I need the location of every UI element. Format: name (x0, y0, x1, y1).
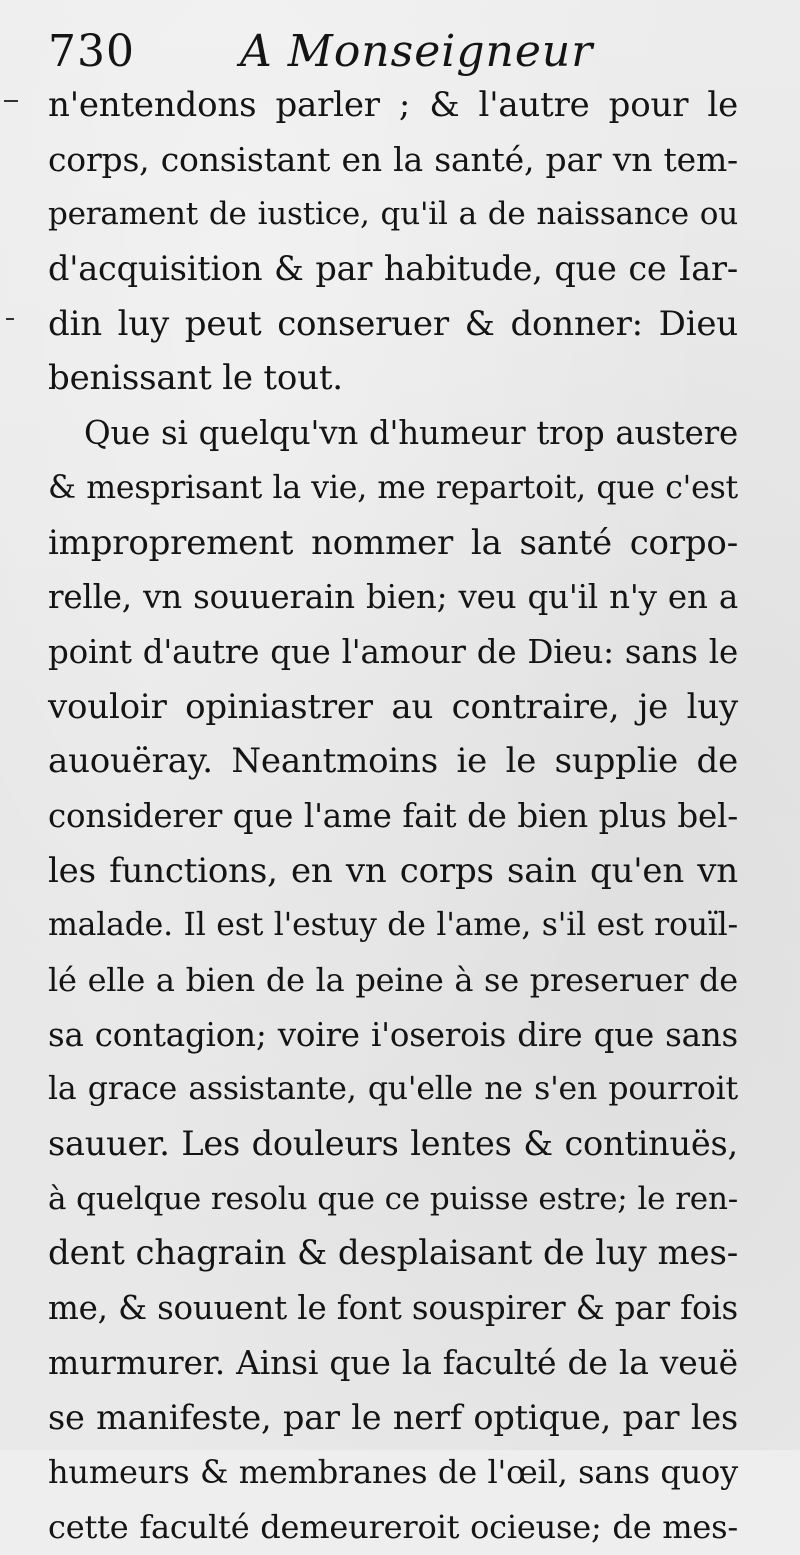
margin-mark (6, 318, 14, 320)
paragraph-first-line: Que si quelqu'vn d'humeur trop austere (84, 414, 738, 453)
text-line: cette faculté demeureroit ocieuse; de mes- (48, 1507, 738, 1546)
body-text (48, 78, 738, 1555)
running-head: A Monseigneur (240, 26, 594, 77)
text-line: lé elle a bien de la peine à se preseruer de (48, 961, 738, 999)
text-line: din luy peut conseruer & donner: Dieu (48, 303, 738, 344)
text-line: sauuer. Les douleurs lentes & continuës, (48, 1124, 738, 1164)
text-line: la grace assistante, qu'elle ne s'en pourroit (48, 1071, 738, 1108)
text-line: considerer que l'ame fait de bien plus bel- (48, 796, 738, 835)
text-line: & mesprisant la vie, me repartoit, que c'est (48, 469, 738, 506)
text-line: à quelque resolu que ce puisse estre; le ren- (48, 1180, 738, 1217)
text-line: me, & souuent le font souspirer & par fois (48, 1289, 738, 1328)
text-line: benissant le tout. (48, 358, 343, 399)
text-line: improprement nommer la santé corpo- (48, 522, 738, 563)
text-line: perament de iustice, qu'il a de naissance ou (48, 196, 738, 233)
text-line: malade. Il est l'estuy de l'ame, s'il est rouïl- (48, 907, 738, 944)
text-line: se manifeste, par le nerf optique, par les (48, 1397, 738, 1437)
text-line: relle, vn souuerain bien; veu qu'il n'y en a (48, 578, 738, 617)
text-line: d'acquisition & par habitude, que ce Iar- (48, 249, 738, 289)
text-line: n'entendons parler ; & l'autre pour le (48, 85, 738, 125)
text-line: sa contagion; voire i'oserois dire que sans (48, 1015, 738, 1054)
page-header (48, 18, 748, 78)
margin-mark (4, 100, 18, 102)
text-line: auouëray. Neantmoins ie le supplie de (48, 741, 738, 782)
text-line: dent chagrain & desplaisant de luy mes- (48, 1233, 738, 1274)
text-line: corps, consistant en la santé, par vn tem- (48, 139, 738, 179)
page-number: 730 (48, 26, 135, 77)
text-line: murmurer. Ainsi que la faculté de la veuë (48, 1342, 738, 1382)
text-line: les functions, en vn corps sain qu'en vn (48, 850, 738, 891)
text-line: vouloir opiniastrer au contraire, je luy (48, 686, 738, 727)
text-line: humeurs & membranes de l'œil, sans quoy (48, 1453, 738, 1492)
text-line: point d'autre que l'amour de Dieu: sans le (48, 632, 738, 671)
